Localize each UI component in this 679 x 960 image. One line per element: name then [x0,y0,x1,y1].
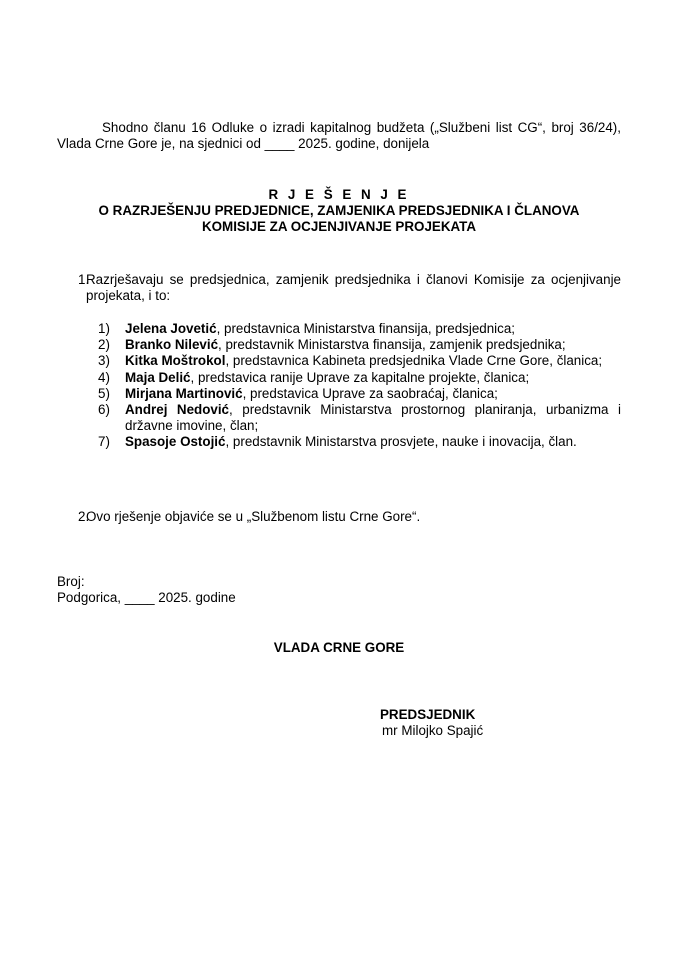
list-item [98,337,621,353]
document-footer [57,574,236,606]
member-name: Andrej Nedović [125,402,230,418]
list-item [98,370,621,386]
signatory-name: mr Milojko Spajić [382,723,484,739]
title-subject-line2: KOMISIJE ZA OCJENJIVANJE PROJEKATA [201,219,477,234]
member-description: , predstavnik Ministarstva finansija, zamjenik predsjednika; [218,337,566,353]
list-item-number: 6) [98,402,110,418]
signatory-role: PREDSJEDNIK [380,707,476,722]
place-and-date: Podgorica, ____ 2025. godine [57,590,236,606]
member-description: , predstavica Uprave za saobraćaj, članica; [242,385,498,401]
reference-number: Broj: [57,574,85,589]
member-name: Spasoje Ostojić [125,434,226,450]
list-item [98,402,621,434]
intro-paragraph: Shodno članu 16 Odluke o izradi kapitalnog budžeta („Službeni list CG“, broj 36/24), Vlada Crne Gore je, na sjednici od ____ 2025. godine, donijela [57,120,621,152]
member-name: Mirjana Martinović [125,385,243,401]
list-item-number: 2) [98,337,110,353]
list-item-number: 7) [98,434,110,450]
government-name: VLADA CRNE GORE [273,640,405,655]
member-description: , predstavnica Ministarstva finansija, predsjednica; [216,321,516,336]
member-name: Branko Nilević [125,337,219,353]
point-1-text: Razrješavaju se predsjednica, zamjenik predsjednika i članovi Komisije za ocjenjivanje projekata, i to: [86,272,621,304]
member-description: , predstavica ranije Uprave za kapitalne projekte, članica; [190,369,530,385]
point-1-number: 1. [78,272,90,287]
list-item [98,386,621,402]
decision-title [57,187,621,235]
signature-block [380,707,483,739]
point-2-number: 2. [78,509,90,524]
point-2-text: Ovo rješenje objaviće se u „Službenom listu Crne Gore“. [86,509,421,524]
list-item-number: 1) [98,321,110,336]
list-item [98,434,621,450]
member-description: , predstavnik Ministarstva prostornog planiranja, urbanizma i državne imovine, član; [125,402,621,434]
title-subject-line1: O RAZRJEŠENJU PREDJEDNICE, ZAMJENIKA PREDSJEDNIKA I ČLANOVA [98,203,580,218]
list-item-number: 4) [98,369,110,385]
list-item [98,353,621,369]
member-name: Jelena Jovetić [125,321,217,336]
list-item [98,321,621,337]
member-list [98,321,621,451]
title-resenje: R J E Š E N J E [268,187,410,202]
point-1 [57,272,621,304]
member-description: , predstavnica Kabineta predsjednika Vlade Crne Gore, članica; [225,353,603,369]
point-2 [57,509,621,525]
member-description: , predstavnik Ministarstva prosvjete, nauke i inovacija, član. [225,434,577,450]
list-item-number: 3) [98,353,110,369]
member-name: Kitka Moštrokol [125,353,226,369]
member-name: Maja Delić [125,369,191,385]
list-item-number: 5) [98,385,110,401]
